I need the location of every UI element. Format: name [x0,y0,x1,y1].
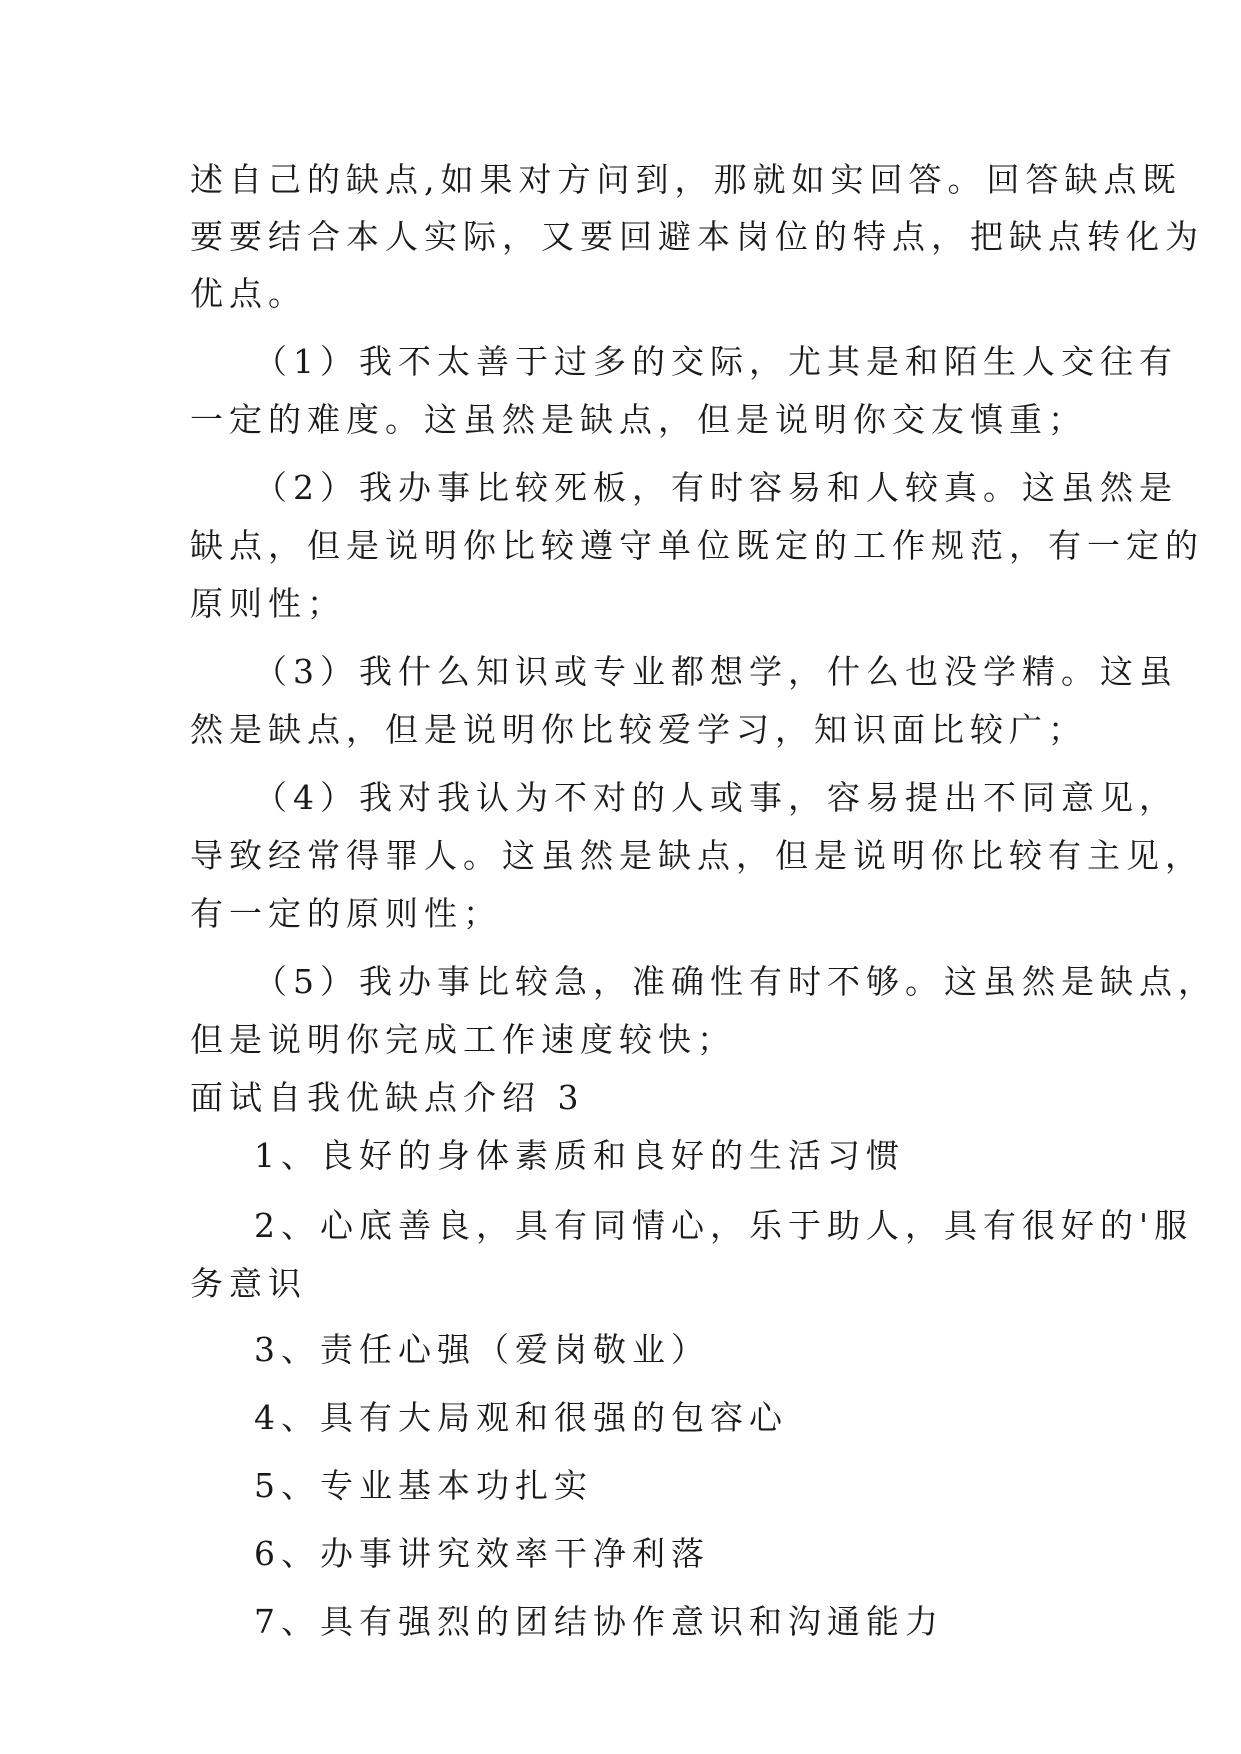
text-line: 导致经常得罪人。这虽然是缺点，但是说明你比较有主见， [190,836,1204,875]
text-line: 然是缺点，但是说明你比较爱学习，知识面比较广； [190,710,1087,749]
text-line: 一定的难度。这虽然是缺点，但是说明你交友慎重； [190,400,1087,439]
text-line: 要要结合本人实际，又要回避本岗位的特点，把缺点转化为 [190,217,1204,256]
list-item: 2、心底善良，具有同情心，乐于助人，具有很好的'服 [254,1206,1194,1245]
text-line: 述自己的缺点,如果对方问到，那就如实回答。回答缺点既 [190,160,1182,199]
text-line: 原则性； [190,584,346,623]
list-item: 1、良好的身体素质和良好的生活习惯 [254,1136,905,1175]
text-line: （2）我办事比较死板，有时容易和人较真。这虽然是 [254,468,1178,507]
text-line: 但是说明你完成工作速度较快； [190,1020,736,1059]
list-item: 3、责任心强（爱岗敬业） [254,1330,710,1369]
list-item: 5、专业基本功扎实 [254,1466,593,1505]
list-item: 6、办事讲究效率干净利落 [254,1534,710,1573]
text-line: （3）我什么知识或专业都想学，什么也没学精。这虽 [254,652,1178,691]
list-item: 7、具有强烈的团结协作意识和沟通能力 [254,1602,944,1641]
text-line: 优点。 [190,274,307,313]
text-line: （4）我对我认为不对的人或事，容易提出不同意见， [254,778,1178,817]
text-line: 务意识 [190,1264,307,1303]
section-heading: 面试自我优缺点介绍 3 [190,1078,585,1117]
text-line: 有一定的原则性； [190,894,502,933]
text-line: （1）我不太善于过多的交际，尤其是和陌生人交往有 [254,342,1178,381]
text-line: 缺点，但是说明你比较遵守单位既定的工作规范，有一定的 [190,526,1204,565]
list-item: 4、具有大局观和很强的包容心 [254,1398,788,1437]
text-line: （5）我办事比较急，准确性有时不够。这虽然是缺点， [254,962,1217,1001]
